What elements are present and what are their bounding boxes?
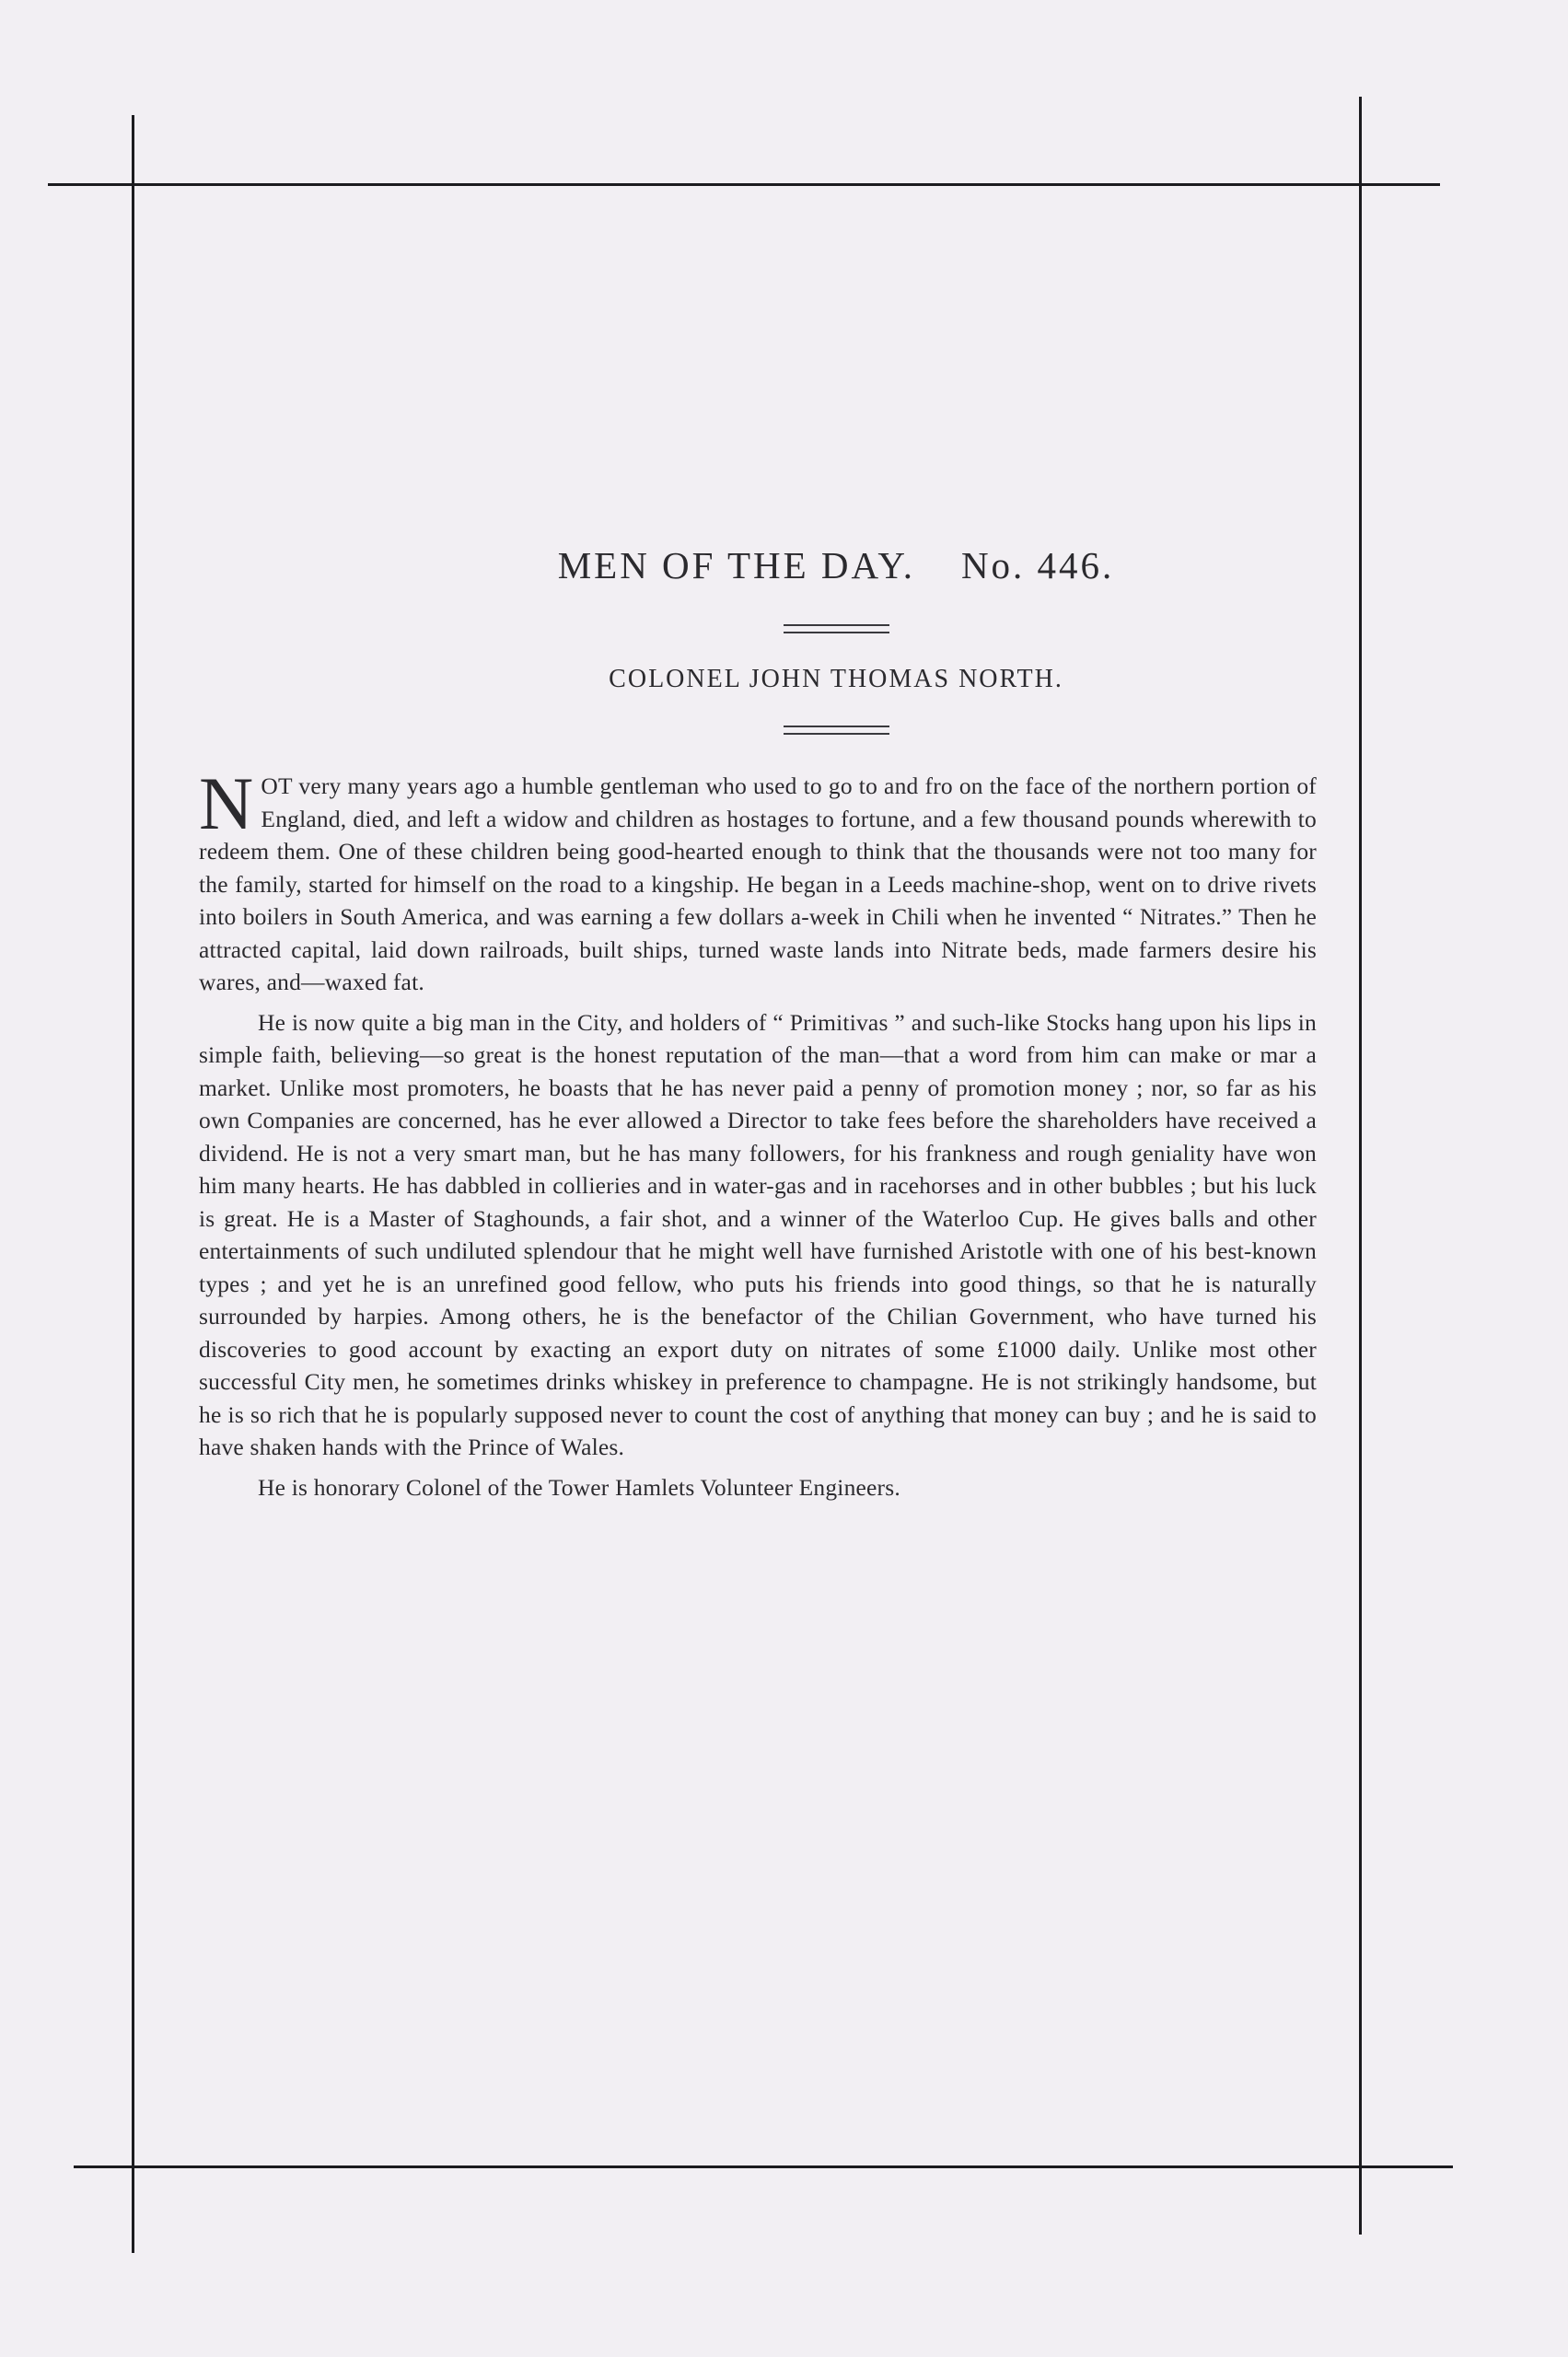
title-divider <box>784 624 889 633</box>
paragraph-3: He is honorary Colonel of the Tower Hamlets Volunteer Engineers. <box>258 1473 900 1501</box>
paragraph-1-text: OT very many years ago a humble gentleman who used to go to and fro on the face of the northern portion of England, died, and left a widow and children as hostages to fortune, and a few thousand pounds wherewith to redeem them. One of these children being good-hearted enough to think that the thousands were not too many for the family, started for himself on the road to a kingship. He began in a Leeds machine-shop, went on to drive rivets into boilers in South America, and was earning a few dollars a-week in Chili when he invented “ Nitrates.” Then he attracted capital, laid down railroads, built ships, turned waste lands into Nitrate beds, made farmers desire his wares, and—waxed fat. <box>199 772 1317 995</box>
bottom-border-rule <box>74 2165 1453 2168</box>
issue-number: No. 446. <box>960 544 1115 586</box>
left-border-rule <box>132 115 134 2253</box>
article-content <box>199 543 1317 1504</box>
page-title <box>199 543 1317 587</box>
series-title: MEN OF THE DAY. <box>557 544 915 586</box>
paragraph-2: He is now quite a big man in the City, and holders of “ Primitivas ” and such-like Stocks hang upon his lips in simple faith, believing—so great is the honest reputation of the man—that a word from him can make or mar a market. Unlike most promoters, he boasts that he has never paid a penny of promotion money ; nor, so far as his own Companies are concerned, has he ever allowed a Director to take fees before the shareholders have received a dividend. He is not a very smart man, but he has many followers, for his frankness and rough geniality have won him many hearts. He has dabbled in collieries and in water-gas and in racehorses and in other bubbles ; but his luck is great. He is a Master of Staghounds, a fair shot, and a winner of the Waterloo Cup. He gives balls and other entertainments of such undiluted splendour that he might well have furnished Aristotle with one of his best-known types ; and yet he is an unrefined good fellow, who puts his friends into good things, so that he is naturally surrounded by harpies. Among others, he is the benefactor of the Chilian Government, who have turned his discoveries to good account by exacting an export duty on nitrates of some £1000 daily. Unlike most other successful City men, he sometimes drinks whiskey in preference to champagne. He is not strikingly handsome, but he is so rich that he is popularly supposed never to count the cost of anything that money can buy ; and he is said to have shaken hands with the Prince of Wales. <box>199 1008 1317 1460</box>
drop-cap: N <box>199 761 254 845</box>
top-border-rule <box>48 183 1440 186</box>
paragraph-1 <box>199 761 1317 999</box>
right-border-rule <box>1359 97 1362 2235</box>
article-subject: COLONEL JOHN THOMAS NORTH. <box>609 665 1063 693</box>
subject-divider <box>784 726 889 735</box>
